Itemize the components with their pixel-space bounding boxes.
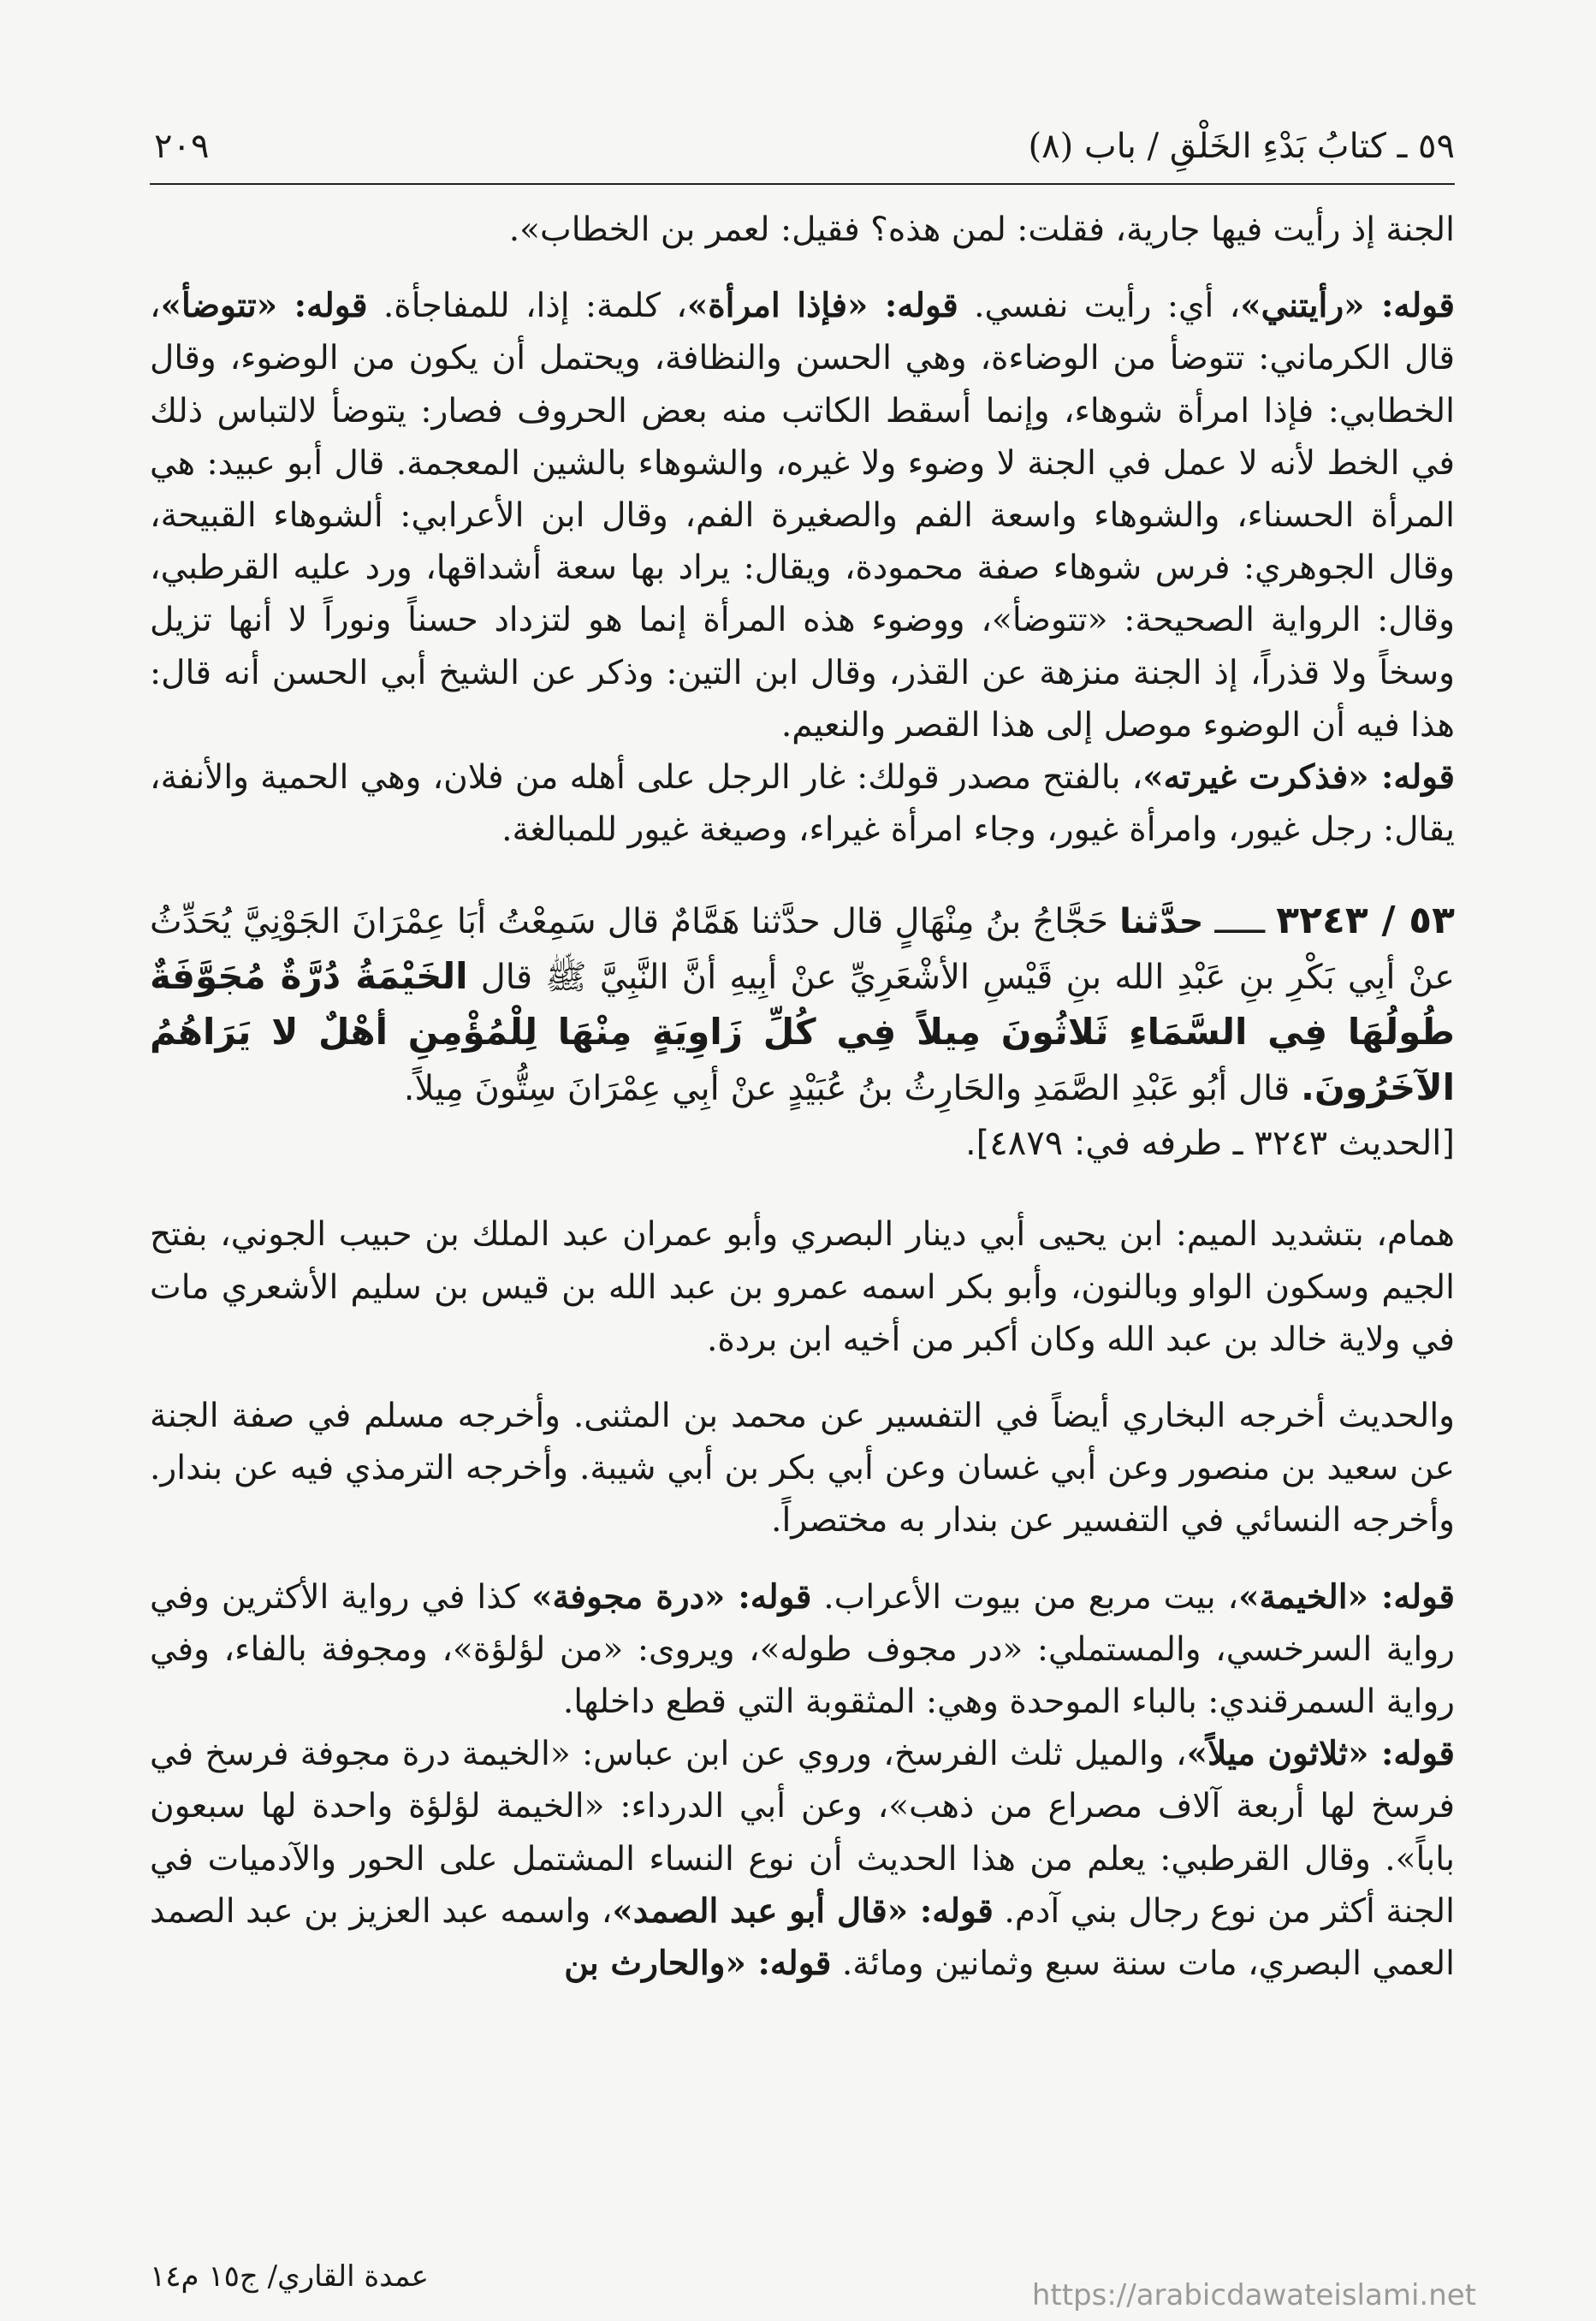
commentary-paragraph (150, 1571, 1455, 1729)
paragraph-text: ، والميل ثلث الفرسخ، وروي عن ابن عباس: «الخيمة درة مجوفة فرسخ في فرسخ لها أربعة آلاف مصراع من ذهب»، وعن أبي الدرداء: «الخيمة لؤلؤة واحدة لها سبعون باباً». وقال القرطبي: يعلم من هذا الحديث أن نوع النساء المشتمل على الحور والآدميات في الجنة أكثر من نوع رجال بني آدم. (150, 1735, 1455, 1931)
footer-reference: عمدة القاري/ ج١٥ م١٤ (150, 2259, 429, 2294)
hadith-dash: ـــــ (1203, 902, 1277, 942)
page-number: ٢٠٩ (154, 127, 210, 166)
source-watermark: https://arabicdawateislami.net (1031, 2278, 1476, 2312)
qawluhu-lemma: قوله: «قال أبو عبد الصمد» (612, 1891, 994, 1931)
qawluhu-lemma: قوله: «والحارث بن (564, 1944, 832, 1984)
running-header (154, 127, 1455, 187)
qawluhu-lemma: قوله: «الخيمة» (1238, 1576, 1455, 1617)
commentary-paragraph (150, 1208, 1455, 1366)
qawluhu-lemma: قوله: «ثلاثون ميلاً» (1186, 1734, 1455, 1774)
qawluhu-lemma: قوله: «رأيتني» (1240, 286, 1455, 326)
hadith-matn: الخَيْمَةُ دُرَّةٌ مُجَوَّفَةٌ طُولُهَا فِي السَّمَاءِ ثَلاثُونَ مِيلاً فِي كُلِّ زَاوِيَةٍ مِنْهَا لِلْمُؤْمِنِ أهْلٌ لا يَرَاهُمُ الآخَرُونَ. (150, 955, 1455, 1109)
sharh-paragraph (150, 280, 1455, 751)
hadith-number: ٥٣ / ٣٢٤٣ (1276, 899, 1455, 943)
header-divider (150, 183, 1455, 185)
commentary-paragraph (150, 1390, 1455, 1547)
paragraph-text: ، بيت مربع من بيوت الأعراب. (811, 1577, 1239, 1617)
commentary-paragraph (150, 1728, 1455, 1990)
paragraph-text: ، واسمه عبد العزيز بن عبد الصمد العمي البصري، مات سنة سبع وثمانين ومائة. (150, 1891, 1455, 1984)
paragraph-text: ، كلمة: إذا، للمفاجأة. (367, 287, 687, 326)
paragraph-text: همام، بتشديد الميم: ابن يحيى أبي دينار البصري وأبو عمران عبد الملك بن حبيب الجوني، بفتح الجيم وسكون الواو وبالنون، وأبو بكر اسمه عمرو بن عبد الله بن قيس بن سليم الأشعري مات في ولاية خالد بن عبد الله وكان أكبر من أخيه ابن بردة. (150, 1215, 1455, 1359)
page-body (150, 204, 1455, 1990)
hadith-isnad: حَجَّاجُ بنُ مِنْهَالٍ قال حدَّثنا هَمَّامٌ قال سَمِعْتُ أبَا عِمْرَانَ الجَوْنِيَّ يُحَدِّثُ عنْ أبِي بَكْرِ بنِ عَبْدِ الله بنِ قَيْسِ الأشْعَرِيِّ عنْ أبِيهِ أنَّ النَّبِيَّ ﷺ قال (150, 902, 1455, 998)
paragraph-text: ، أي: رأيت نفسي. (958, 287, 1241, 326)
sharh-section-bottom (150, 1208, 1455, 1990)
hadith-tail: قال أبُو عَبْدِ الصَّمَدِ والحَارِثُ بنُ عُبَيْدٍ عنْ أبِي عِمْرَانَ سِتُّونَ مِيلاً. (403, 1069, 1302, 1109)
qawluhu-lemma: قوله: «فإذا امرأة» (686, 286, 958, 326)
header-title: ٥٩ ـ كتابُ بَدْءِ الخَلْقِ / باب (٨) (1028, 127, 1455, 166)
sharh-paragraph (150, 751, 1455, 856)
paragraph-text: كذا في رواية الأكثرين وفي رواية السرخسي، والمستملي: «در مجوف طوله»، ويروى: «من لؤلؤة»، ومجوفة بالفاء، وفي رواية السمرقندي: بالباء الموحدة وهي: المثقوبة التي قطع داخلها. (150, 1577, 1455, 1722)
qawluhu-lemma: قوله: «فذكرت غيرته» (1142, 757, 1456, 798)
paragraph-text: والحديث أخرجه البخاري أيضاً في التفسير عن محمد بن المثنى. وأخرجه مسلم في صفة الجنة عن سعيد بن منصور وعن أبي غسان وعن أبي بكر بن أبي شيبة. وأخرجه الترمذي فيه عن بندار. وأخرجه النسائي في التفسير عن بندار به مختصراً. (150, 1397, 1455, 1540)
hadith-haddathana: حدَّثنا (1119, 902, 1204, 942)
sharh-section-top (150, 204, 1455, 856)
hadith-block (150, 893, 1455, 1171)
qawluhu-lemma: قوله: «درة مجوفة» (531, 1576, 812, 1617)
qawluhu-lemma: قوله: «تتوضأ» (160, 286, 368, 326)
paragraph-text: ، قال الكرماني: تتوضأ من الوضاءة، وهي الحسن والنظافة، ويحتمل أن يكون من الوضوء، وقال الخطابي: فإذا امرأة شوهاء، وإنما أسقط الكاتب منه بعض الحروف فصار: يتوضأ لالتباس ذلك في الخط لأنه لا عمل في الجنة لا وضوء ولا غيره، والشوهاء بالشين المعجمة. قال أبو عبيد: هي المرأة الحسناء، والشوهاء واسعة الفم والصغيرة الفم، وقال ابن الأعرابي: ألشوهاء القبيحة، وقال الجوهري: فرس شوهاء صفة محمودة، ويقال: يراد بها سعة أشداقها، ورد عليه القرطبي، وقال: الرواية الصحيحة: «تتوضأ»، ووضوء هذه المرأة إنما هو لتزداد حسناً ونوراً لا أنها تزيل وسخاً ولا قذراً، إذ الجنة منزهة عن القذر، وقال ابن التين: وذكر عن الشيخ أبي الحسن أنه قال: هذا فيه أن الوضوء موصل إلى هذا القصر والنعيم. (150, 287, 1455, 745)
paragraph-text: ، بالفتح مصدر قولك: غار الرجل على أهله من فلان، وهي الحمية والأنفة، يقال: رجل غيور، وامرأة غيور، وجاء امرأة غيراء، وصيغة غيور للمبالغة. (150, 758, 1455, 850)
paragraph-text: الجنة إذ رأيت فيها جارية، فقلت: لمن هذه؟ فقيل: لعمر بن الخطاب». (508, 211, 1455, 249)
hadith-reference: [الحديث ٣٢٤٣ ـ طرفه في: ٤٨٧٩]. (964, 1124, 1455, 1164)
sharh-paragraph (150, 204, 1455, 256)
